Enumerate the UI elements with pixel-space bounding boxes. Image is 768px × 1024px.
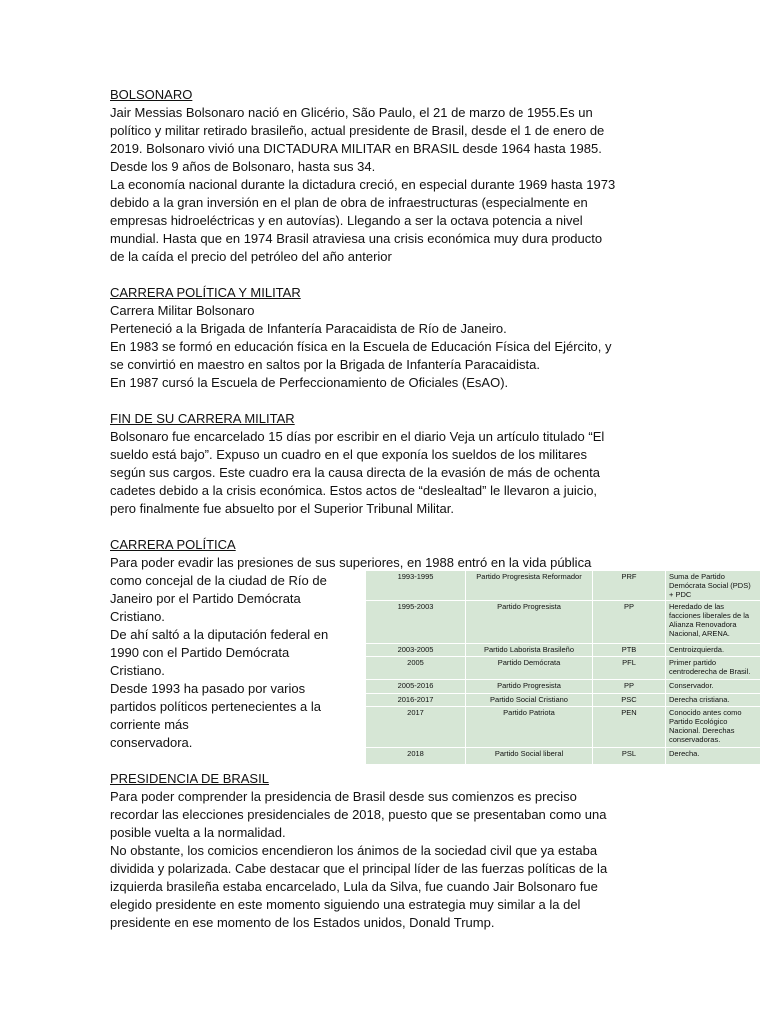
text-line: presidente en ese momento de los Estados unidos, Donald Trump. [110, 915, 495, 930]
text-line: Perteneció a la Brigada de Infantería Paracaidista de Río de Janeiro. [110, 321, 507, 336]
text-line: se convirtió en maestro en saltos por la Brigada de Infantería Paracaidista. [110, 357, 540, 372]
section-heading-presidencia: PRESIDENCIA DE BRASIL [110, 771, 269, 786]
table-cell-abbr: PP [593, 680, 666, 694]
table-cell-years: 2005-2016 [366, 680, 466, 694]
table-cell-note: Conservador. [666, 680, 761, 694]
text-line: como concejal de la ciudad de Río de [110, 573, 327, 588]
table-cell-abbr: PRF [593, 571, 666, 601]
table-row [366, 748, 761, 765]
party-history-table [365, 570, 760, 765]
text-line: Cristiano. [110, 609, 165, 624]
left-column-text [110, 572, 355, 752]
text-line: debido a la gran inversión en el plan de obra de infraestructuras (especialmente en [110, 195, 588, 210]
table-cell-note: Heredado de las facciones liberales de la Alianza Renovadora Nacional, ARENA. [666, 601, 761, 644]
section-heading-carrera-politica: CARRERA POLÍTICA [110, 537, 236, 552]
table-row [366, 707, 761, 748]
text-line: Desde 1993 ha pasado por varios [110, 681, 306, 696]
table-cell-party: Partido Progresista Reformador [466, 571, 593, 601]
text-line: según sus cargos. Este cuadro era la causa directa de la evasión de más de ochenta [110, 465, 600, 480]
text-line: corriente más [110, 717, 189, 732]
text-line: Para poder evadir las presiones de sus superiores, en 1988 entró en la vida pública [110, 555, 592, 570]
text-line: Cristiano. [110, 663, 165, 678]
section-heading-fin-carrera: FIN DE SU CARRERA MILITAR [110, 411, 295, 426]
text-line: De ahí saltó a la diputación federal en [110, 627, 329, 642]
text-line: Bolsonaro fue encarcelado 15 días por escribir en el diario Veja un artículo titulado “El [110, 429, 605, 444]
table-row [366, 657, 761, 680]
table-row [366, 644, 761, 657]
table-cell-party: Partido Patriota [466, 707, 593, 748]
table-cell-abbr: PTB [593, 644, 666, 657]
text-line: conservadora. [110, 735, 193, 750]
table-cell-abbr: PFL [593, 657, 666, 680]
text-line: empresas hidroeléctricas y en autovías). Llegando a ser la octava potencia a nivel [110, 213, 583, 228]
text-line: Carrera Militar Bolsonaro [110, 303, 255, 318]
text-line: político y militar retirado brasileño, actual presidente de Brasil, desde el 1 de enero de [110, 123, 605, 138]
table-cell-abbr: PSC [593, 694, 666, 707]
text-line: de la caída el precio del petróleo del año anterior [110, 249, 392, 264]
text-line: Para poder comprender la presidencia de Brasil desde sus comienzos es preciso [110, 789, 577, 804]
table-cell-abbr: PP [593, 601, 666, 644]
text-line: dividida y polarizada. Cabe destacar que el principal líder de las fuerzas políticas de la [110, 861, 608, 876]
text-line: La economía nacional durante la dictadura creció, en especial durante 1969 hasta 1973 [110, 177, 616, 192]
table-cell-note: Conocido antes como Partido Ecológico Nacional. Derechas conservadoras. [666, 707, 761, 748]
table-cell-years: 1995-2003 [366, 601, 466, 644]
section-heading-carrera: CARRERA POLÍTICA Y MILITAR [110, 285, 301, 300]
text-line: izquierda brasileña estaba encarcelado, Lula da Silva, fue cuando Jair Bolsonaro fue [110, 879, 598, 894]
text-line: cadetes debido a la crisis económica. Estos actos de “deslealtad” le llevaron a juicio, [110, 483, 598, 498]
text-line: mundial. Hasta que en 1974 Brasil atraviesa una crisis económica muy dura producto [110, 231, 603, 246]
section-heading-bolsonaro: BOLSONARO [110, 87, 193, 102]
table-cell-years: 2003-2005 [366, 644, 466, 657]
table-cell-party: Partido Demócrata [466, 657, 593, 680]
table-cell-years: 2017 [366, 707, 466, 748]
table-row [366, 571, 761, 601]
text-line: sueldo está bajo”. Expuso un cuadro en el que exponía los sueldos de los militares [110, 447, 587, 462]
text-line: Janeiro por el Partido Demócrata [110, 591, 301, 606]
table-cell-years: 1993-1995 [366, 571, 466, 601]
table-cell-abbr: PSL [593, 748, 666, 765]
document-body [110, 86, 655, 932]
table-cell-note: Centroizquierda. [666, 644, 761, 657]
table-cell-party: Partido Laborista Brasileño [466, 644, 593, 657]
table-cell-party: Partido Progresista [466, 680, 593, 694]
table-cell-years: 2018 [366, 748, 466, 765]
table-cell-party: Partido Social Cristiano [466, 694, 593, 707]
table-cell-note: Derecha. [666, 748, 761, 765]
table-row [366, 694, 761, 707]
text-line: En 1983 se formó en educación física en la Escuela de Educación Física del Ejército, y [110, 339, 612, 354]
text-line: posible vuelta a la normalidad. [110, 825, 286, 840]
text-line: pero finalmente fue absuelto por el Superior Tribunal Militar. [110, 501, 454, 516]
text-line: En 1987 cursó la Escuela de Perfeccionamiento de Oficiales (EsAO). [110, 375, 509, 390]
text-line: recordar las elecciones presidenciales de 2018, puesto que se presentaban como una [110, 807, 607, 822]
text-line: No obstante, los comicios encendieron los ánimos de la sociedad civil que ya estaba [110, 843, 598, 858]
table-cell-note: Suma de Partido Demócrata Social (PDS) + PDC [666, 571, 761, 601]
text-line: Jair Messias Bolsonaro nació en Glicério, São Paulo, el 21 de marzo de 1955.Es un [110, 105, 593, 120]
table-cell-party: Partido Progresista [466, 601, 593, 644]
text-line: partidos políticos pertenecientes a la [110, 699, 322, 714]
text-line: Desde los 9 años de Bolsonaro, hasta sus 34. [110, 159, 376, 174]
table-cell-years: 2005 [366, 657, 466, 680]
table-row [366, 601, 761, 644]
table-cell-abbr: PEN [593, 707, 666, 748]
table-cell-party: Partido Social liberal [466, 748, 593, 765]
table-cell-note: Derecha cristiana. [666, 694, 761, 707]
table-row [366, 680, 761, 694]
text-line: 2019. Bolsonaro vivió una DICTADURA MILITAR en BRASIL desde 1964 hasta 1985. [110, 141, 602, 156]
text-line: 1990 con el Partido Demócrata [110, 645, 290, 660]
text-line: elegido presidente en este momento siguiendo una estrategia muy similar a la del [110, 897, 581, 912]
table-cell-note: Primer partido centroderecha de Brasil. [666, 657, 761, 680]
table-cell-years: 2016-2017 [366, 694, 466, 707]
